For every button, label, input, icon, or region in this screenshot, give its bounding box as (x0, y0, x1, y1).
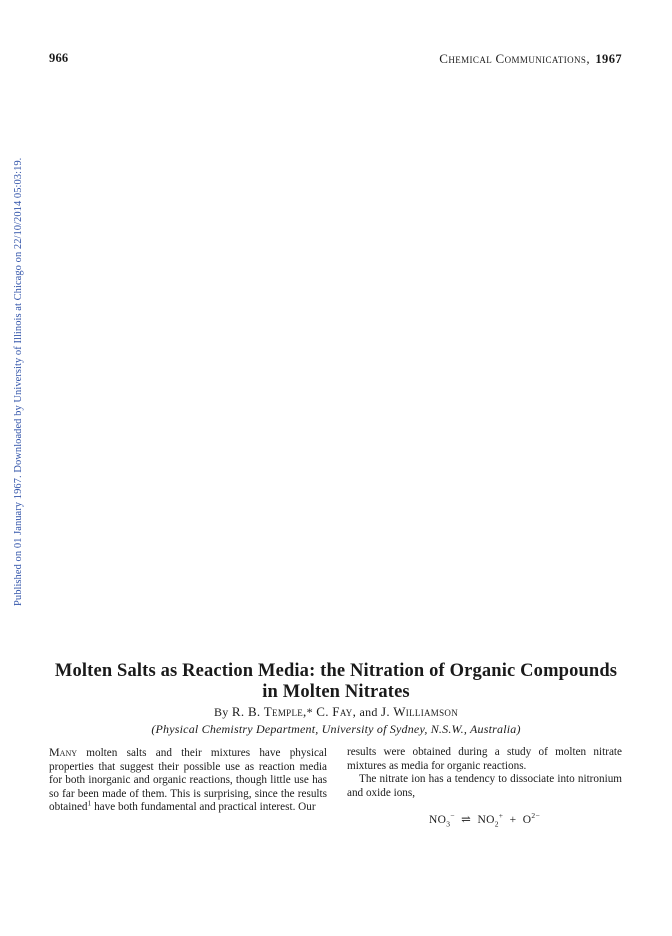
nitrate-paragraph: The nitrate ion has a tendency to dissociate into nitronium and oxide ions, (347, 773, 622, 799)
affiliation (40, 722, 632, 737)
watermark-text: Published on 01 January 1967. Downloaded by University of Illinois at Chicago on 22/10/2014 05:03:19. (13, 157, 24, 606)
author-williamson: J. Williamson (381, 704, 459, 719)
intro-paragraph (49, 746, 327, 815)
affiliation-text: (Physical Chemistry Department, University of Sydney, N.S.W., Australia) (151, 722, 521, 736)
download-watermark (13, 126, 25, 606)
journal-running-head (439, 51, 622, 67)
body-column-left (49, 746, 327, 815)
page-number: 966 (49, 51, 69, 65)
body-column-right (347, 746, 622, 828)
corresponding-mark: * (306, 705, 313, 719)
eq-lhs-sup: − (450, 811, 455, 821)
reference-mark: 1 (87, 798, 92, 808)
journal-year: 1967 (595, 52, 622, 66)
eq-plus: + (509, 814, 517, 826)
by-label: By (213, 705, 229, 719)
eq-lhs: NO (429, 814, 447, 826)
dissociation-equation (347, 811, 622, 829)
eq-rhs1: NO (477, 814, 495, 826)
continued-paragraph: results were obtained during a study of molten nitrate mixtures as media for organic reactions. (347, 746, 622, 772)
journal-name-first: Chemical (439, 51, 493, 66)
and-label: and (359, 705, 378, 719)
eq-rhs2-sup: 2− (531, 811, 540, 821)
author-fay: C. Fay, (316, 704, 357, 719)
author-line (40, 704, 632, 720)
title-line-1: Molten Salts as Reaction Media: the Nitration of Organic Compounds (54, 661, 618, 681)
intro-text-a: molten salts and their mixtures have physical properties that suggest their possible use as reaction media for both inorganic and organic reactions, though little use has so far been made of them. This is surprising, since the results obtained (49, 747, 327, 813)
journal-name-second: Communications, (495, 51, 590, 66)
title-line-2: in Molten Nitrates (262, 682, 410, 702)
eq-lhs-sub: 3 (446, 819, 451, 829)
article-title (40, 661, 632, 703)
eq-rhs2: O (522, 814, 532, 826)
eq-rhs1-sub: 2 (494, 819, 499, 829)
author-temple: R. B. Temple, (231, 704, 307, 719)
equilibrium-arrow: ⇌ (461, 814, 472, 826)
eq-rhs1-sup: + (498, 811, 504, 821)
lead-word: Many (49, 745, 78, 759)
intro-text-b: have both fundamental and practical interest. Our (91, 801, 316, 813)
